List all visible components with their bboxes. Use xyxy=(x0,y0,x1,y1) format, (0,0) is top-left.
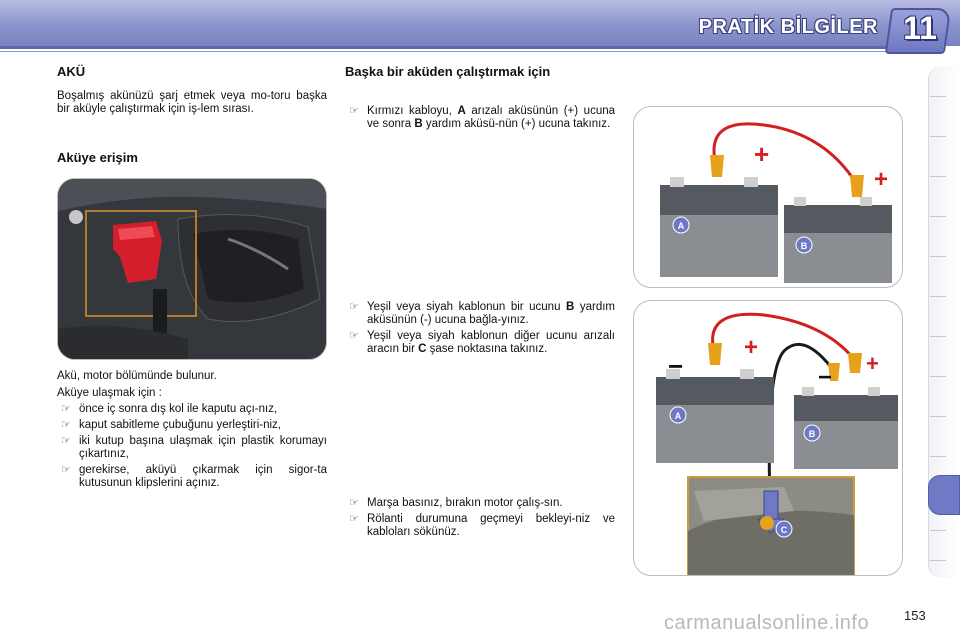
access-lead: Aküye ulaşmak için : xyxy=(57,387,162,399)
pointing-hand-icon: ☞ xyxy=(349,105,359,117)
location-text: Akü, motor bölümünde bulunur. xyxy=(57,370,217,382)
index-tab[interactable] xyxy=(930,216,946,217)
index-tab[interactable] xyxy=(930,176,946,177)
pointing-hand-icon: ☞ xyxy=(61,435,71,447)
access-title: Aküye erişim xyxy=(57,150,138,165)
engine-bay-photo xyxy=(57,178,327,360)
jump-cable-ground-diagram xyxy=(634,301,903,576)
list-item: ☞ Rölanti durumuna geçmeyi bekleyi-niz ve kabloları sökünüz. xyxy=(349,513,615,538)
index-tab[interactable] xyxy=(930,376,946,377)
pointing-hand-icon: ☞ xyxy=(349,301,359,313)
intro-text: Boşalmış akünüzü şarj etmek veya mo-toru başka bir aküyle çalıştırmak için iş-lem sırası. xyxy=(57,90,327,115)
battery-b-icon xyxy=(794,387,898,469)
access-steps xyxy=(57,403,327,493)
list-item: ☞ Kırmızı kabloyu, A arızalı aküsünün (+) ucuna ve sonra B yardım aküsü-nün (+) ucuna takınız. xyxy=(349,105,616,130)
ground-point-photo xyxy=(688,477,854,575)
header-rule xyxy=(0,46,905,49)
figure-full-connection xyxy=(633,300,903,576)
minus-icon: − xyxy=(668,351,684,381)
chapter-title: PRATİK BİLGİLER xyxy=(698,16,878,38)
index-tab[interactable] xyxy=(930,256,946,257)
plus-icon: + xyxy=(874,166,889,193)
pointing-hand-icon: ☞ xyxy=(349,497,359,509)
svg-text:B: B xyxy=(800,241,808,251)
plus-icon: + xyxy=(866,351,879,376)
pointing-hand-icon: ☞ xyxy=(61,403,71,415)
pointing-hand-icon: ☞ xyxy=(349,330,359,342)
header-rule-thin xyxy=(0,51,905,52)
list-item: ☞ kaput sabitleme çubuğunu yerleştiri-niz, xyxy=(61,419,281,431)
list-item: ☞ Yeşil veya siyah kablonun bir ucunu B yardım aküsünün (-) ucuna bağla-yınız. xyxy=(349,301,615,326)
index-tab[interactable] xyxy=(930,336,946,337)
list-item: ☞ önce iç sonra dış kol ile kaputu açı-nız, xyxy=(61,403,278,415)
index-tab[interactable] xyxy=(930,456,946,457)
watermark: carmanualsonline.info xyxy=(664,612,870,634)
pointing-hand-icon: ☞ xyxy=(61,419,71,431)
index-tab[interactable] xyxy=(930,136,946,137)
minus-icon: − xyxy=(818,364,833,391)
plus-icon: + xyxy=(754,139,770,169)
battery-b-icon xyxy=(784,197,892,283)
figure-red-cable xyxy=(633,106,903,288)
index-tab[interactable] xyxy=(930,296,946,297)
jump-start-steps-2-3 xyxy=(345,301,615,359)
battery-a-icon xyxy=(656,369,774,463)
engine-bay-illustration xyxy=(58,179,327,360)
pointing-hand-icon: ☞ xyxy=(61,464,71,476)
index-tab[interactable] xyxy=(930,416,946,417)
jump-start-title: Başka bir aküden çalıştırmak için xyxy=(345,64,551,79)
list-item: ☞ gerekirse, aküyü çıkarmak için sigor-ta kutusunun klipslerini açınız. xyxy=(61,464,327,489)
jump-cable-diagram xyxy=(634,107,903,288)
list-item: ☞ iki kutup başına ulaşmak için plastik korumayı çıkartınız, xyxy=(61,435,327,460)
page-header xyxy=(0,0,960,62)
ground-point-label: C xyxy=(780,525,788,535)
list-item: ☞ Marşa basınız, bırakın motor çalış-sın. xyxy=(349,497,563,509)
section-title: AKÜ xyxy=(57,64,86,79)
chapter-number: 11 xyxy=(903,10,937,46)
pointing-hand-icon: ☞ xyxy=(349,513,359,525)
list-item: ☞ Yeşil veya siyah kablonun diğer ucunu arızalı aracın bir C şase noktasına takınız. xyxy=(349,330,615,355)
svg-text:A: A xyxy=(674,411,682,421)
battery-a-icon xyxy=(660,177,778,277)
index-tab[interactable] xyxy=(930,96,946,97)
index-tab-active[interactable] xyxy=(928,475,960,515)
plus-icon: + xyxy=(744,334,759,361)
svg-text:B: B xyxy=(808,429,816,439)
page-number: 153 xyxy=(904,608,926,623)
svg-text:A: A xyxy=(677,221,685,231)
jump-start-step-1 xyxy=(345,105,615,134)
index-tab[interactable] xyxy=(930,560,946,561)
index-tab[interactable] xyxy=(930,530,946,531)
jump-start-steps-4-5 xyxy=(345,497,615,542)
